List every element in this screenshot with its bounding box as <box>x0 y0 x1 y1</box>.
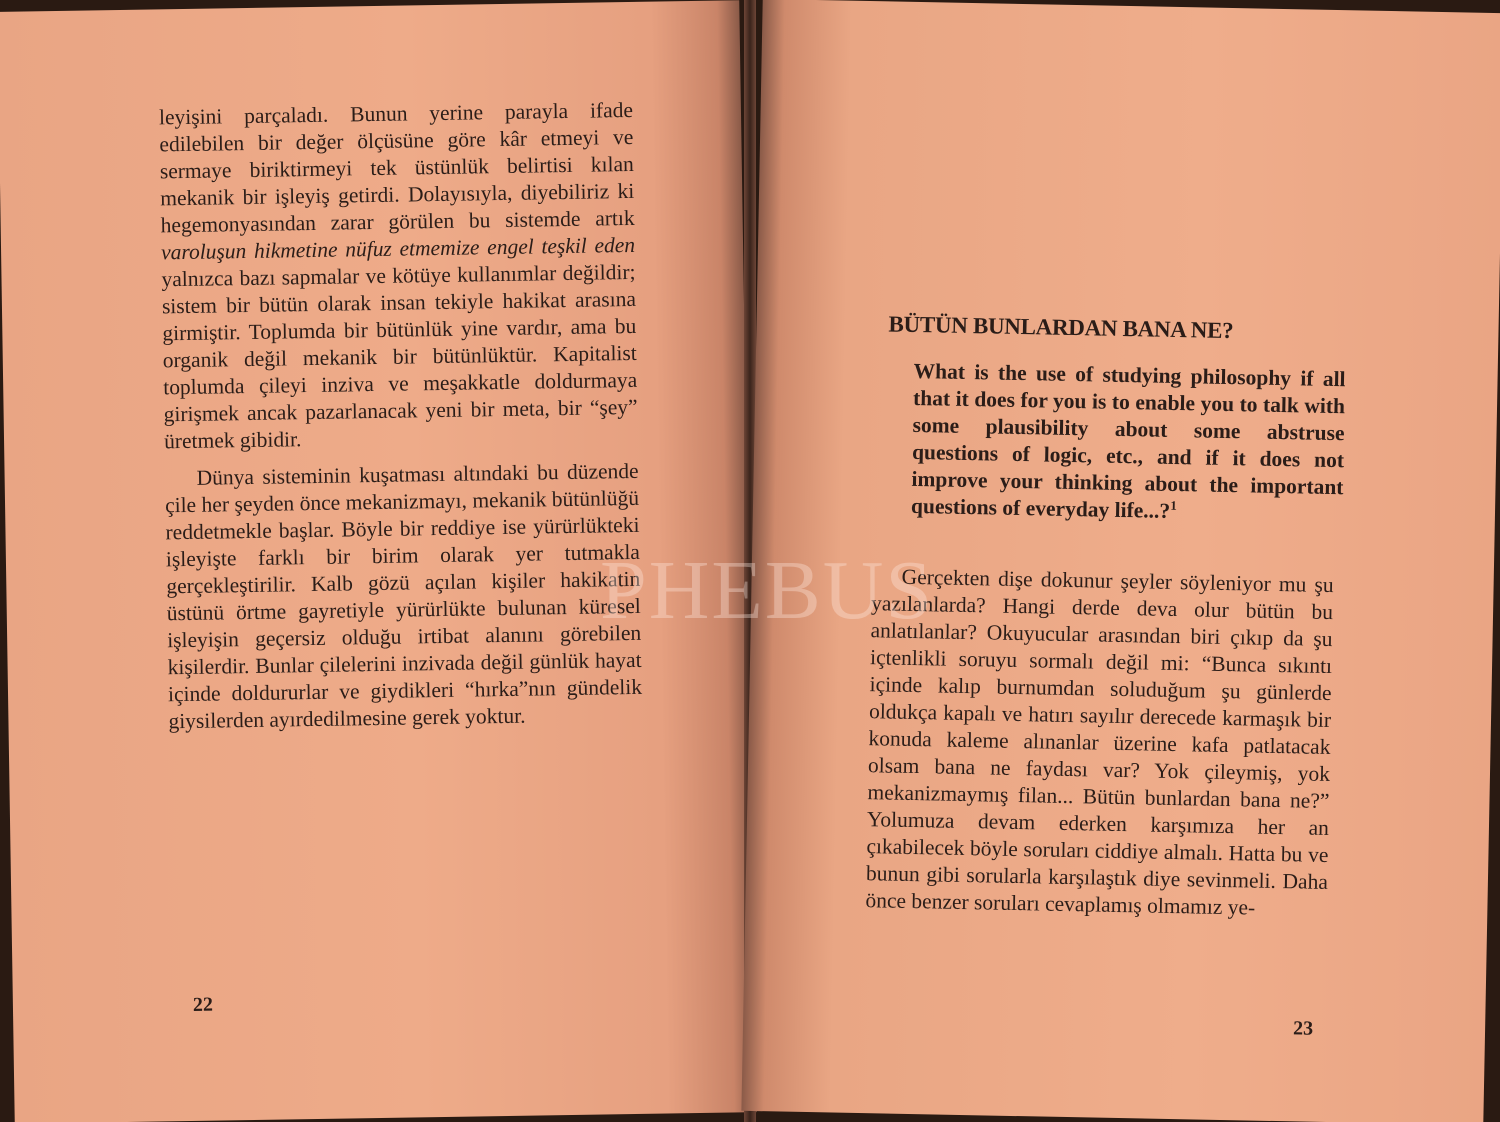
right-page-text: Gerçekten dişe dokunur şeyler söyleniyor mu şu yazılanlarda? Hangi derde deva olur bütün bu anlatılanlar? Okuyucular arasından biri çıkıp da şu içtenlikli soruyu sormalı değil mi: “Bunca sıkıntı içinde kalıp burnumdan soluduğum şu günlerde oldukça kapalı ve hatırı sayılır derecede karmaşık bir konuda kaleme alınanlar üzerine kafa patlatacak olsam bana ne faydası var? Yok çileymiş, yok mekanizmaymış filan... Bütün bunlardan bana ne?” Yolumuza devam ederken karşımıza her an çıkabilecek böyle soruları ciddiye almalı. Hatta bu ve bunun gibi sorularla karşılaştık diye sevinmeli. Daha önce benzer soruları cevaplamış olmamız ye- <box>865 564 1334 920</box>
epigraph-quote <box>911 358 1346 528</box>
left-paragraph-1-end: yalnızca bazı sapmalar ve kötüye kullanımlar değildir; sistem bir bütün olarak insan tekiyle hakikat arasına girmiştir. Toplumda bir bütünlük yine vardır, ama bu organik değil mekanik bir bütünlüktür. Kapitalist toplumda çileyi inziva ve meşakkatle doldurmaya girişmek ancak pazarlanacak yeni bir meta, bir “şey” üretmek gibidir. <box>161 259 638 454</box>
left-paragraph-1-start: leyişini parçaladı. Bunun yerine parayla ifade edilebilen bir değer ölçüsüne göre kâr etmeyi ve sermaye biriktirmeyi tek üstünlük belirtisi kılan mekanik bir işleyiş getirdi. Dolayısıyla, diyebiliriz ki hegemonyasından zarar görülen bu sistemde artık <box>158 97 635 238</box>
left-paragraph-2: Dünya sisteminin kuşatması altındaki bu düzende çile her şeyden önce mekanizmayı, mekanik bütünlüğü reddetmekle başlar. Böyle bir reddiye ise yürürlükteki işleyişte farklı bir birim olarak yer tutmakla gerçekleştirilir. Kalb gözü açılan kişiler hakikatin üstünü örtme gayretiyle yürürlükte bulunan küresel işleyişin geçersiz olduğu irtibat alanını görebilen kişilerdir. Bunlar çilelerini inzivada değil günlük hayat içinde doldururlar ve giydikleri “hırka”nın gündelik giysilerden ayırdedilmesine gerek yoktur. <box>164 458 643 734</box>
section-heading: BÜTÜN BUNLARDAN BANA NE? <box>888 311 1234 344</box>
left-paragraph-1 <box>159 97 638 455</box>
footnote-mark: 1 <box>1170 497 1177 513</box>
left-page-number: 22 <box>192 993 214 1016</box>
right-page-number: 23 <box>1292 1017 1314 1040</box>
watermark-text: PHEBUS <box>600 544 935 637</box>
right-page <box>741 0 1500 1122</box>
left-page-text <box>159 97 643 735</box>
epigraph-text: What is the use of studying philosophy if all that it does for you is to enable you to talk with some plausibility about some abstruse questions of logic, etc., and if it does not improve your thinking about the important questions of everyday life...? <box>910 358 1346 523</box>
left-paragraph-1-italic: varoluşun hikmetine nüfuz etmemize engel teşkil eden <box>160 232 636 265</box>
